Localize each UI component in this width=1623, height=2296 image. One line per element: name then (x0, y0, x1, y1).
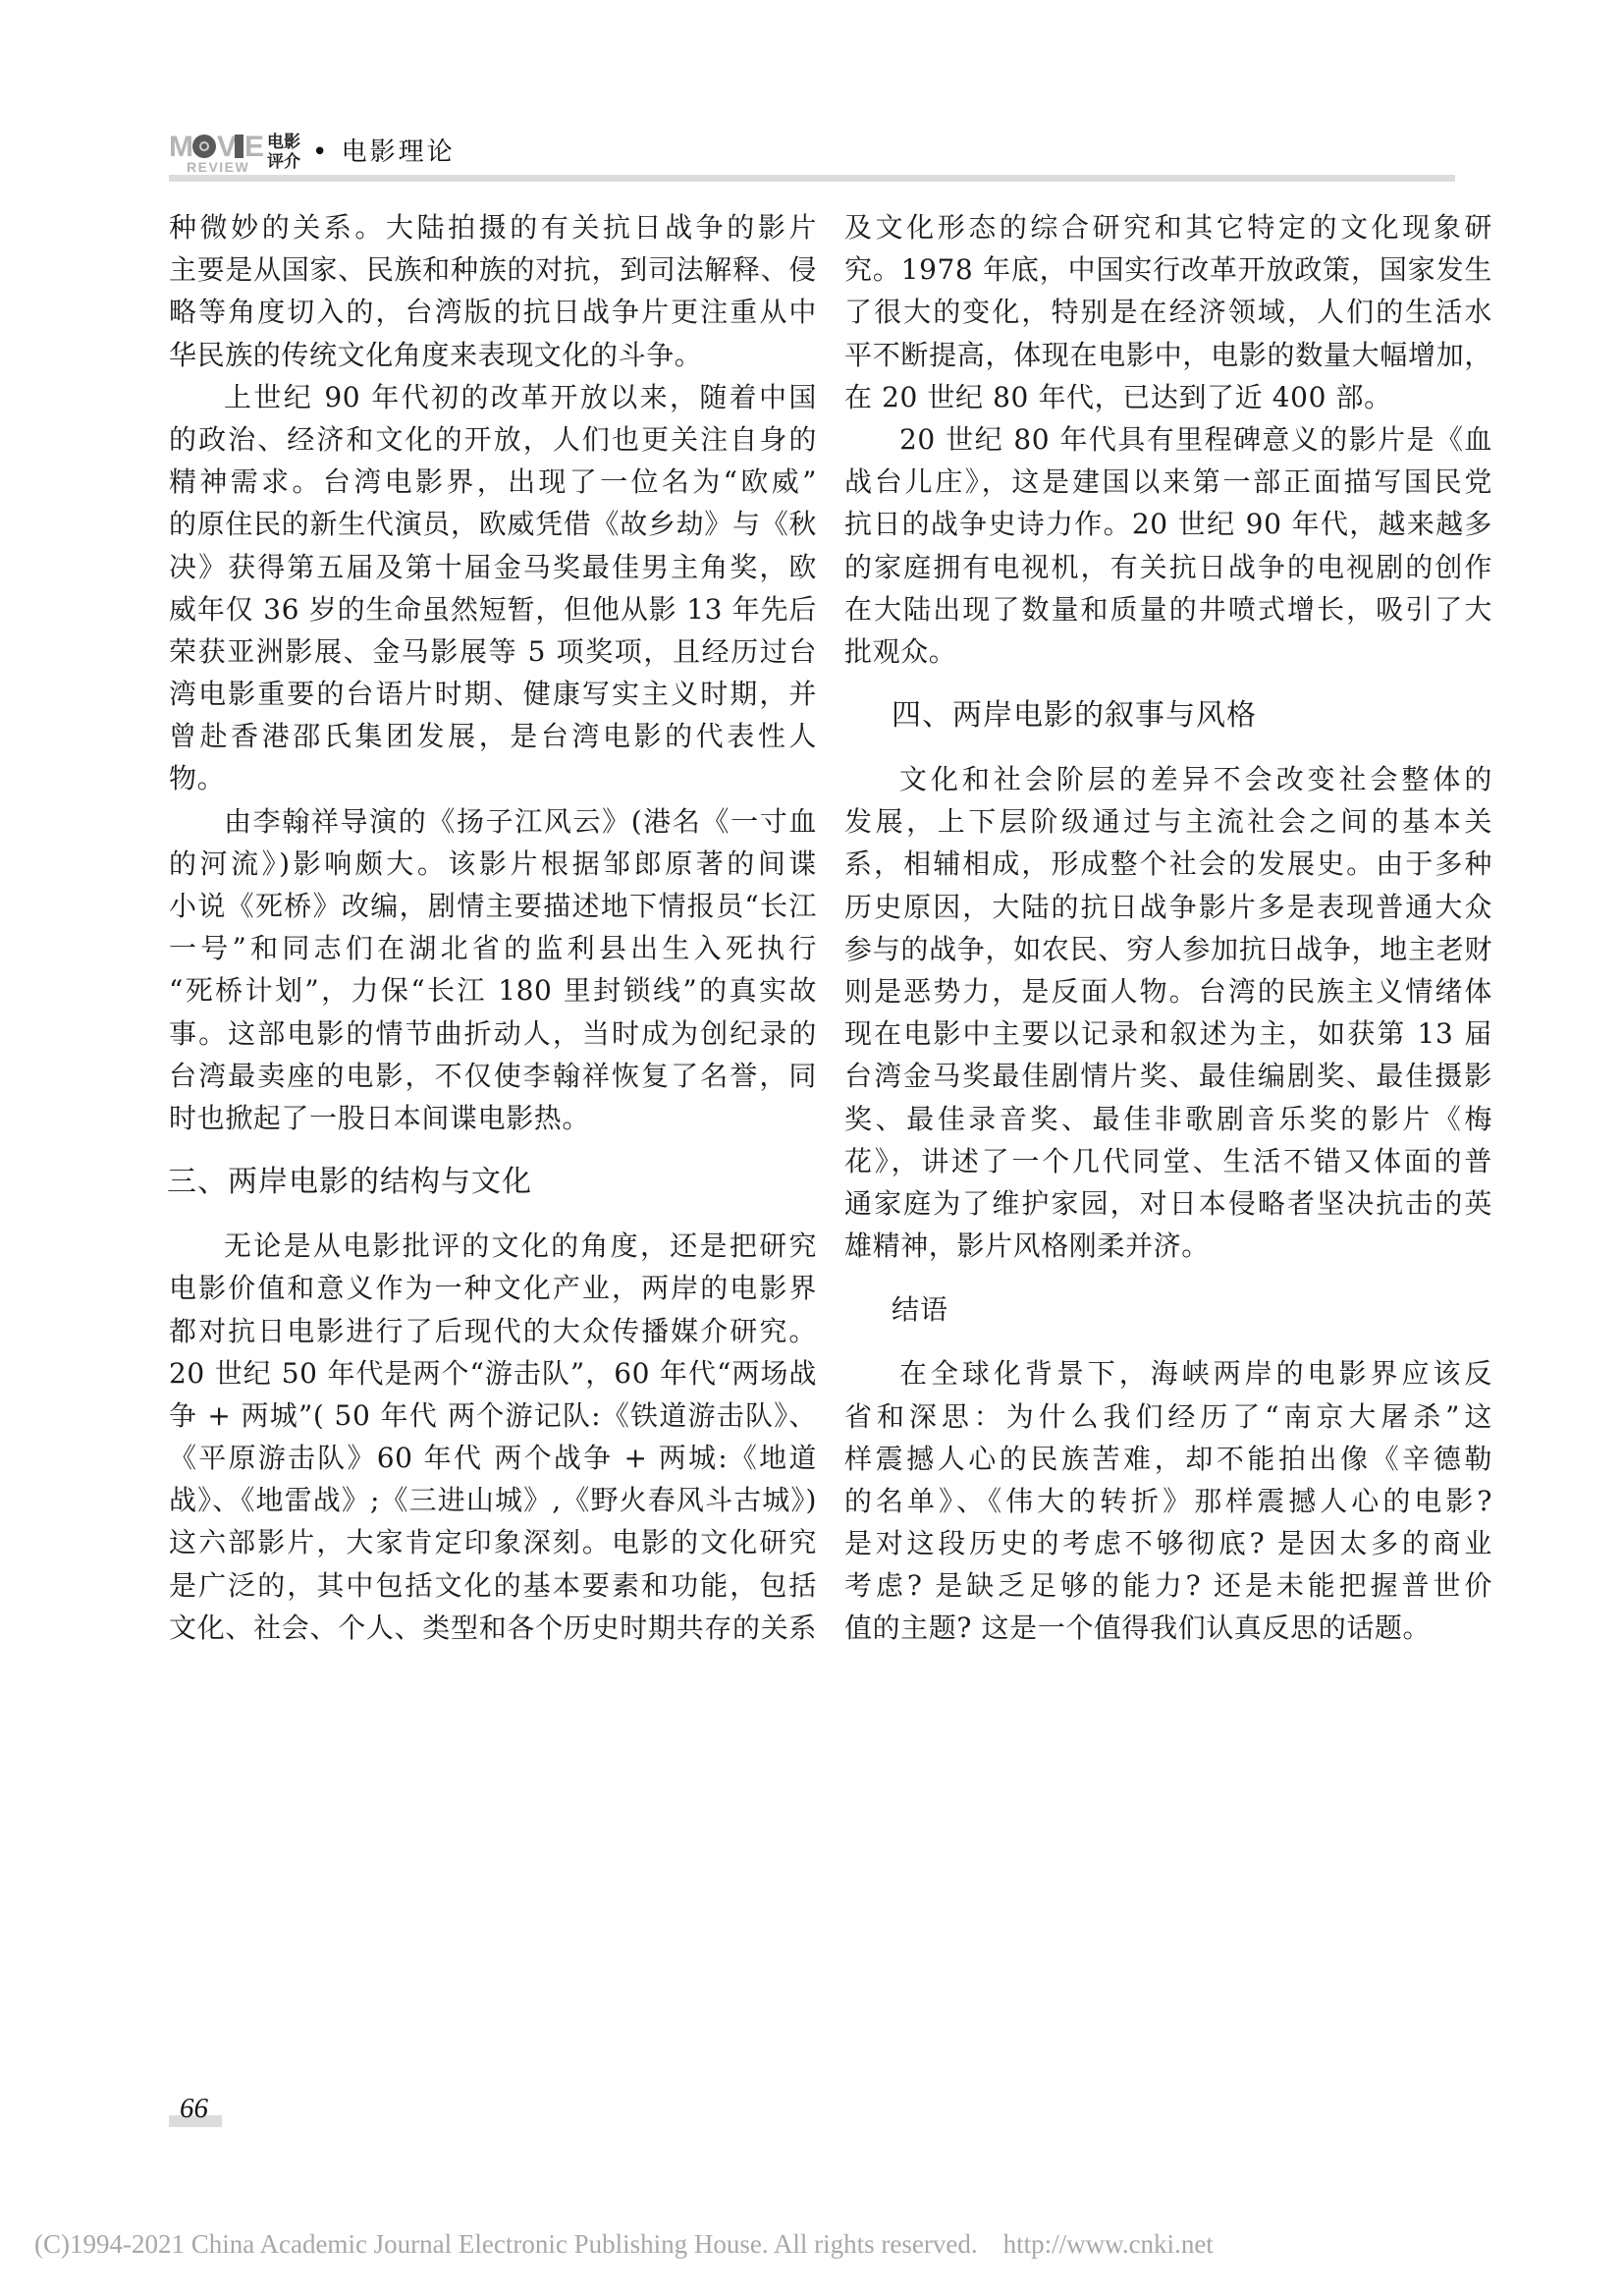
text-line: 考虑? 是缺乏足够的能力? 还是未能把握普世价 (844, 1569, 1492, 1603)
header-rule (169, 175, 1455, 182)
text-line: 都对抗日电影进行了后现代的大众传播媒介研究。 (169, 1314, 817, 1347)
text-line: 文化、社会、个人、类型和各个历史时期共存的关系 (169, 1611, 817, 1644)
text-line: 20 世纪 50 年代是两个“游击队”，60 年代“两场战 (169, 1356, 817, 1390)
text-line: 20 世纪 80 年代具有里程碑意义的影片是《血 (899, 422, 1492, 456)
text-line: 战台儿庄》，这是建国以来第一部正面描写国民党 (844, 465, 1492, 499)
copyright-text: (C)1994-2021 China Academic Journal Electronic Publishing House. All rights reserved. (34, 2229, 978, 2259)
text-line: 值的主题? 这是一个值得我们认真反思的话题。 (844, 1612, 1432, 1645)
paragraph (844, 758, 1492, 1267)
text-line: 雄精神，影片风格刚柔并济。 (844, 1230, 1210, 1263)
text-line: 上世纪 90 年代初的改革开放以来，随着中国 (224, 380, 817, 413)
text-line: 在 20 世纪 80 年代，已达到了近 400 部。 (844, 380, 1392, 413)
paragraph (844, 1352, 1492, 1649)
paragraph (169, 1225, 817, 1649)
text-line: 则是恶势力，是反面人物。台湾的民族主义情绪体 (844, 975, 1492, 1008)
text-line: 决》获得第五届及第十届金马奖最佳男主角奖，欧 (169, 550, 817, 583)
text-line: 事。这部电影的情节曲折动人，当时成为创纪录的 (169, 1016, 817, 1050)
text-line: 奖、最佳录音奖、最佳非歌剧音乐奖的影片《梅 (844, 1102, 1492, 1135)
logo-movie-wordmark: M V E (169, 131, 263, 163)
paragraph (844, 206, 1492, 418)
text-line: “死桥计划”，力保“长江 180 里封锁线”的真实故 (169, 974, 817, 1008)
copyright-footer (34, 2229, 1214, 2259)
text-line: 华民族的传统文化角度来表现文化的斗争。 (169, 338, 703, 371)
text-line: 样震撼人心的民族苦难，却不能拍出像《辛德勒 (844, 1442, 1492, 1475)
section-heading-3: 三、两岸电影的结构与文化 (167, 1165, 532, 1200)
text-line: 抗日的战争史诗力作。20 世纪 90 年代，越来越多 (844, 508, 1492, 541)
journal-logo (169, 131, 267, 178)
text-line: 发展，上下层阶级通过与主流社会之间的基本关 (844, 805, 1492, 839)
text-line: 批观众。 (844, 634, 957, 668)
text-line: 曾赴香港邵氏集团发展，是台湾电影的代表性人 (169, 720, 817, 753)
paragraph (844, 418, 1492, 673)
paragraph (169, 206, 817, 376)
text-line: 的名单》、《伟大的转折》那样震撼人心的电影? (844, 1484, 1492, 1517)
text-line: 的政治、经济和文化的开放，人们也更关注自身的 (169, 422, 817, 456)
text-line: 台湾金马奖最佳剧情片奖、最佳编剧奖、最佳摄影 (844, 1060, 1492, 1093)
text-line: 主要是从国家、民族和种族的对抗，到司法解释、侵 (169, 253, 817, 287)
text-line: 电影价值和意义作为一种文化产业，两岸的电影界 (169, 1272, 817, 1305)
text-line: 战》、《地雷战》;《三进山城》,《野火春风斗古城》) (169, 1484, 817, 1517)
text-line: 一号”和同志们在湖北省的监利县出生入死执行 (169, 932, 817, 965)
text-line: 荣获亚洲影展、金马影展等 5 项奖项，且经历过台 (169, 634, 817, 668)
text-line: 省和深思：为什么我们经历了“南京大屠杀”这 (844, 1399, 1492, 1433)
text-line: 系，相辅相成，形成整个社会的发展史。由于多种 (844, 847, 1492, 881)
film-reel-icon (192, 135, 216, 158)
text-line: 物。 (169, 762, 226, 795)
text-line: 现在电影中主要以记录和叙述为主，如获第 13 届 (844, 1017, 1492, 1051)
text-line: 究。1978 年底，中国实行改革开放政策，国家发生 (844, 253, 1492, 287)
text-line: 湾电影重要的台语片时期、健康写实主义时期，并 (169, 678, 817, 711)
text-line: 在大陆出现了数量和质量的井喷式增长，吸引了大 (844, 592, 1492, 626)
section-title: • 电影理论 (312, 137, 456, 167)
text-line: 略等角度切入的，台湾版的抗日战争片更注重从中 (169, 296, 817, 329)
paragraph (169, 376, 817, 800)
text-line: 文化和社会阶层的差异不会改变社会整体的 (899, 763, 1492, 796)
text-line: 小说《死桥》改编，剧情主要描述地下情报员“长江 (169, 890, 817, 922)
text-line: 了很大的变化，特别是在经济领域，人们的生活水 (844, 296, 1492, 329)
text-line: 无论是从电影批评的文化的角度，还是把研究 (224, 1230, 817, 1263)
text-line: 由李翰祥导演的《扬子江风云》(港名《一寸血 (224, 804, 817, 838)
text-line: 花》，讲述了一个几代同堂、生活不错又体面的普 (844, 1144, 1492, 1177)
text-line: 的原住民的新生代演员，欧威凭借《故乡劫》与《秋 (169, 508, 817, 541)
logo-chinese-title: 电影评介 (267, 133, 300, 172)
text-line: 通家庭为了维护家园，对日本侵略者坚决抗击的英 (844, 1186, 1492, 1220)
left-column (169, 206, 817, 1649)
text-line: 历史原因，大陆的抗日战争影片多是表现普通大众 (844, 890, 1492, 923)
right-column (844, 206, 1492, 1650)
page-header (169, 131, 1455, 190)
footer-url[interactable]: http://www.cnki.net (1002, 2229, 1214, 2259)
text-line: 平不断提高，体现在电影中，电影的数量大幅增加， (844, 338, 1492, 371)
text-line: 威年仅 36 岁的生命虽然短暂，但他从影 13 年先后 (169, 592, 817, 626)
paragraph (169, 800, 817, 1140)
text-line: 台湾最卖座的电影，不仅使李翰祥恢复了名誉，同 (169, 1059, 817, 1092)
text-line: 《平原游击队》60 年代 两个战争 + 两城:《地道 (169, 1442, 817, 1475)
text-line: 在全球化背景下，海峡两岸的电影界应该反 (899, 1357, 1492, 1391)
text-line: 精神需求。台湾电影界，出现了一位名为“欧威” (169, 465, 817, 499)
text-line: 时也掀起了一股日本间谍电影热。 (169, 1101, 591, 1134)
text-line: 是广泛的，其中包括文化的基本要素和功能，包括 (169, 1568, 817, 1602)
text-line: 的河流》)影响颇大。该影片根据邹郎原著的间谍 (169, 847, 817, 880)
text-line: 的家庭拥有电视机，有关抗日战争的电视剧的创作 (844, 550, 1492, 583)
text-line: 参与的战争，如农民、穷人参加抗日战争，地主老财 (844, 932, 1492, 965)
text-line: 争 + 两城”( 50 年代 两个游记队:《铁道游击队》、 (169, 1398, 817, 1432)
page-number (169, 2094, 228, 2123)
section-heading-4: 四、两岸电影的叙事与风格 (892, 698, 1257, 734)
page-number-text: 66 (180, 2093, 208, 2124)
conclusion-heading: 结语 (892, 1293, 949, 1327)
text-line: 种微妙的关系。大陆拍摄的有关抗日战争的影片 (169, 211, 817, 244)
logo-review-text: REVIEW (187, 159, 250, 175)
text-line: 是对这段历史的考虑不够彻底? 是因太多的商业 (844, 1527, 1492, 1560)
text-line: 这六部影片，大家肯定印象深刻。电影的文化研究 (169, 1526, 817, 1559)
text-line: 及文化形态的综合研究和其它特定的文化现象研 (844, 211, 1492, 244)
